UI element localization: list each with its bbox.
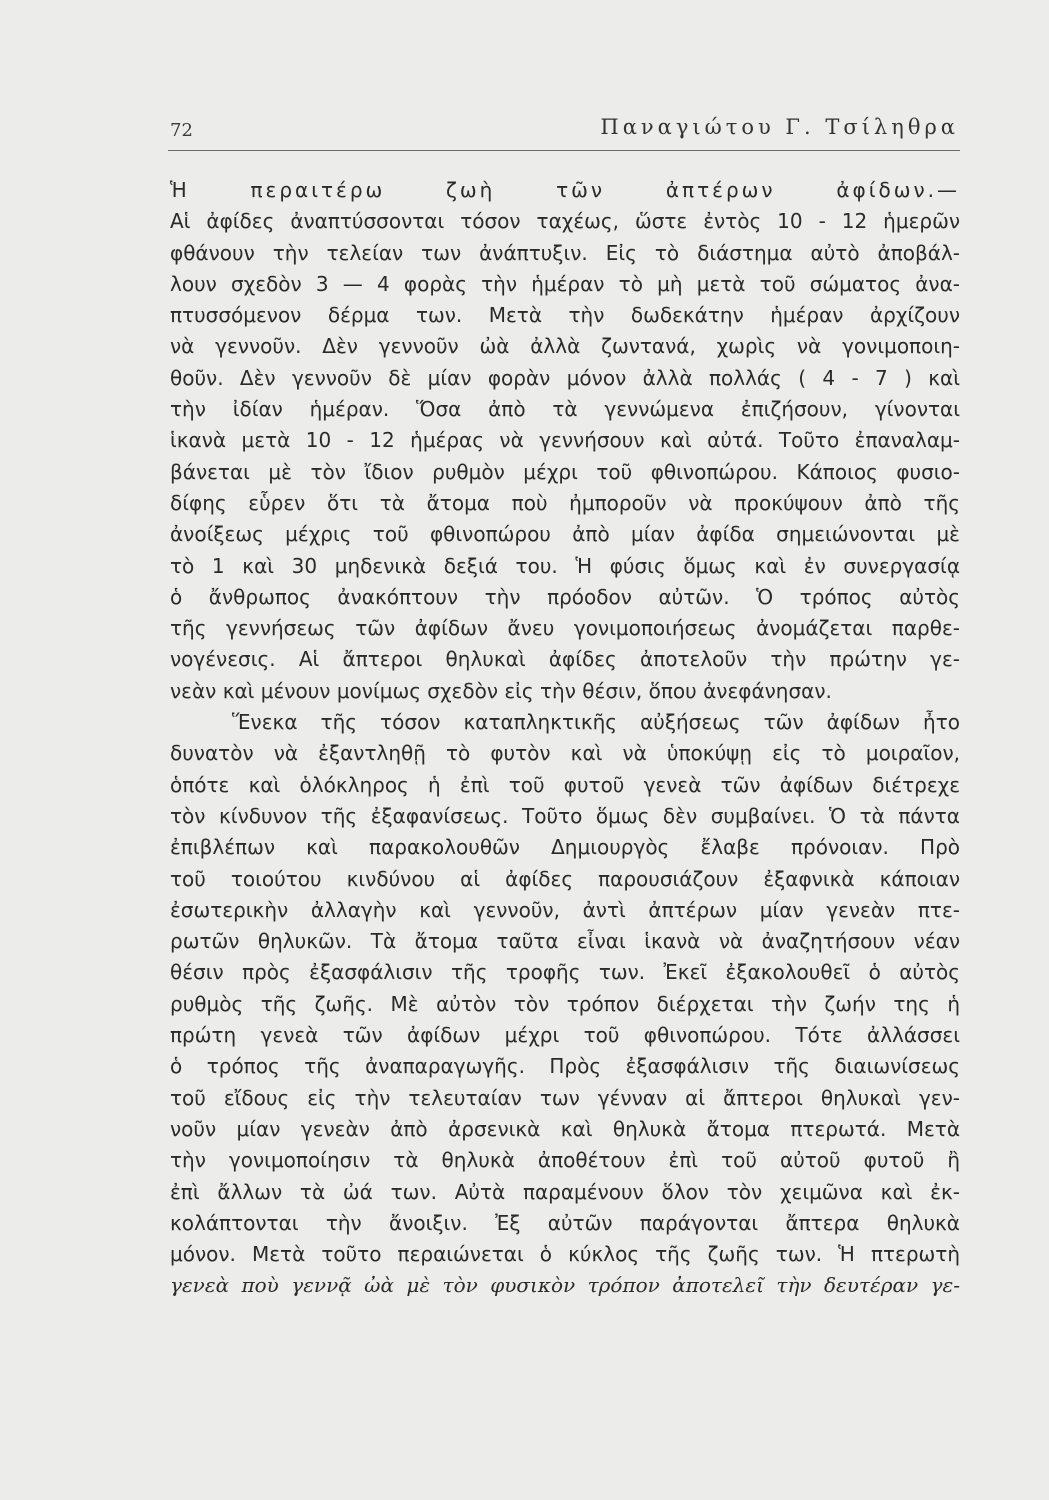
text-line: νεὰν καὶ μένουν μονίμως σχεδὸν εἰς τὴν θέσιν, ὅπου ἀνεφάνησαν. — [170, 678, 832, 703]
text-line: ἐσωτερικὴν ἀλλαγὴν καὶ γεννοῦν, ἀντὶ ἀπτέρων μίαν γενεὰν πτε- — [170, 897, 960, 922]
text-line: πτυσσόμενον δέρμα των. Μετὰ τὴν δωδεκάτην ἡμέραν ἀρχίζουν — [170, 303, 960, 328]
running-head: Παναγιώτου Γ. Τσίληθρα — [600, 115, 959, 139]
text-line: ἱκανὰ μετὰ 10 - 12 ἡμέρας νὰ γεννήσουν καὶ αὐτά. Τοῦτο ἐπαναλαμ- — [170, 428, 960, 453]
text-line: νοῦν μίαν γενεὰν ἀπὸ ἀρσενικὰ καὶ θηλυκὰ ἄτομα πτερωτά. Μετὰ — [170, 1116, 960, 1141]
paragraph-first-line: Ἕνεκα τῆς τόσον καταπληκτικῆς αὐξήσεως τῶν ἀφίδων ἦτο — [232, 710, 960, 735]
text-line: Αἱ ἀφίδες ἀναπτύσσονται τόσον ταχέως, ὥστε ἐντὸς 10 - 12 ἡμερῶν — [170, 209, 960, 234]
text-line: τοῦ τοιούτου κινδύνου αἱ ἀφίδες παρουσιάζουν ἐξαφνικὰ κάποιαν — [170, 866, 960, 891]
text-line: ὁπότε καὶ ὁλόκληρος ἡ ἐπὶ τοῦ φυτοῦ γενεὰ τῶν ἀφίδων διέτρεχε — [170, 772, 960, 797]
text-line: νὰ γεννοῦν. Δὲν γεννοῦν ὠὰ ἀλλὰ ζωντανά, χωρὶς νὰ γονιμοποιη- — [170, 334, 960, 359]
text-line: τὸ 1 καὶ 30 μηδενικὰ δεξιά του. Ἡ φύσις ὅμως καὶ ἐν συνεργασίᾳ — [170, 553, 960, 578]
text-line: τῆς γεννήσεως τῶν ἀφίδων ἄνευ γονιμοποιήσεως ἀνομάζεται παρθε- — [170, 616, 960, 641]
text-line: ἀνοίξεως μέχρις τοῦ φθινοπώρου ἀπὸ μίαν ἀφίδα σημειώνονται μὲ — [170, 522, 960, 547]
text-line: ρυθμὸς τῆς ζωῆς. Μὲ αὐτὸν τὸν τρόπον διέρχεται τὴν ζωήν της ἡ — [170, 991, 960, 1016]
header-rule — [168, 150, 960, 151]
text-line: νογένεσις. Αἱ ἄπτεροι θηλυκαὶ ἀφίδες ἀποτελοῦν τὴν πρώτην γε- — [170, 647, 960, 672]
section-heading-line: Ἡ περαιτέρω ζωὴ τῶν ἀπτέρων ἀφίδων.— — [170, 178, 960, 202]
text-line: τὴν γονιμοποίησιν τὰ θηλυκὰ ἀποθέτουν ἐπὶ τοῦ αὐτοῦ φυτοῦ ἢ — [170, 1148, 960, 1173]
text-line: ὁ τρόπος τῆς ἀναπαραγωγῆς. Πρὸς ἐξασφάλισιν τῆς διαιωνίσεως — [170, 1054, 960, 1079]
text-line: λουν σχεδὸν 3 — 4 φορὰς τὴν ἡμέραν τὸ μὴ μετὰ τοῦ σώματος ἀνα- — [170, 271, 960, 296]
text-line: θέσιν πρὸς ἐξασφάλισιν τῆς τροφῆς των. Ἐκεῖ ἐξακολουθεῖ ὁ αὐτὸς — [170, 960, 960, 985]
text-line: δίφης εὗρεν ὅτι τὰ ἄτομα ποὺ ἠμποροῦν νὰ προκύψουν ἀπὸ τῆς — [170, 490, 960, 515]
text-line: βάνεται μὲ τὸν ἴδιον ρυθμὸν μέχρι τοῦ φθινοπώρου. Κάποιος φυσιο- — [170, 459, 960, 484]
text-line: ρωτῶν θηλυκῶν. Τὰ ἄτομα ταῦτα εἶναι ἱκανὰ νὰ ἀναζητήσουν νέαν — [170, 929, 960, 954]
text-line: ἐπὶ ἄλλων τὰ ὠά των. Αὐτὰ παραμένουν ὅλον τὸν χειμῶνα καὶ ἐκ- — [170, 1179, 960, 1204]
text-line: κολάπτονται τὴν ἄνοιξιν. Ἐξ αὐτῶν παράγονται ἄπτερα θηλυκὰ — [170, 1210, 960, 1235]
text-line: γενεὰ ποὺ γεννᾷ ὠὰ μὲ τὸν φυσικὸν τρόπον ἀποτελεῖ τὴν δευτέραν γε- — [170, 1273, 960, 1298]
text-line: μόνον. Μετὰ τοῦτο περαιώνεται ὁ κύκλος τῆς ζωῆς των. Ἡ πτερωτὴ — [170, 1242, 960, 1267]
text-line: φθάνουν τὴν τελείαν των ἀνάπτυξιν. Εἰς τὸ διάστημα αὐτὸ ἀποβάλ- — [170, 240, 960, 265]
text-line: τὸν κίνδυνον τῆς ἐξαφανίσεως. Τοῦτο ὅμως δὲν συμβαίνει. Ὁ τὰ πάντα — [170, 803, 960, 828]
page-number: 72 — [170, 120, 193, 141]
text-line: θοῦν. Δὲν γεννοῦν δὲ μίαν φορὰν μόνον ἀλλὰ πολλάς ( 4 - 7 ) καὶ — [170, 365, 960, 390]
text-line: τοῦ εἴδους εἰς τὴν τελευταίαν των γένναν αἱ ἄπτεροι θηλυκαὶ γεν- — [170, 1085, 960, 1110]
text-line: ὁ ἄνθρωπος ἀνακόπτουν τὴν πρόοδον αὐτῶν. Ὁ τρόπος αὐτὸς — [170, 584, 960, 609]
body-text — [170, 175, 960, 1302]
text-line: δυνατὸν νὰ ἐξαντληθῇ τὸ φυτὸν καὶ νὰ ὑποκύψῃ εἰς τὸ μοιραῖον, — [170, 741, 960, 766]
text-line: πρώτη γενεὰ τῶν ἀφίδων μέχρι τοῦ φθινοπώρου. Τότε ἀλλάσσει — [170, 1023, 960, 1048]
text-line: ἐπιβλέπων καὶ παρακολουθῶν Δημιουργὸς ἔλαβε πρόνοιαν. Πρὸ — [170, 835, 960, 860]
text-line: τὴν ἰδίαν ἡμέραν. Ὅσα ἀπὸ τὰ γεννώμενα ἐπιζήσουν, γίνονται — [170, 397, 960, 422]
